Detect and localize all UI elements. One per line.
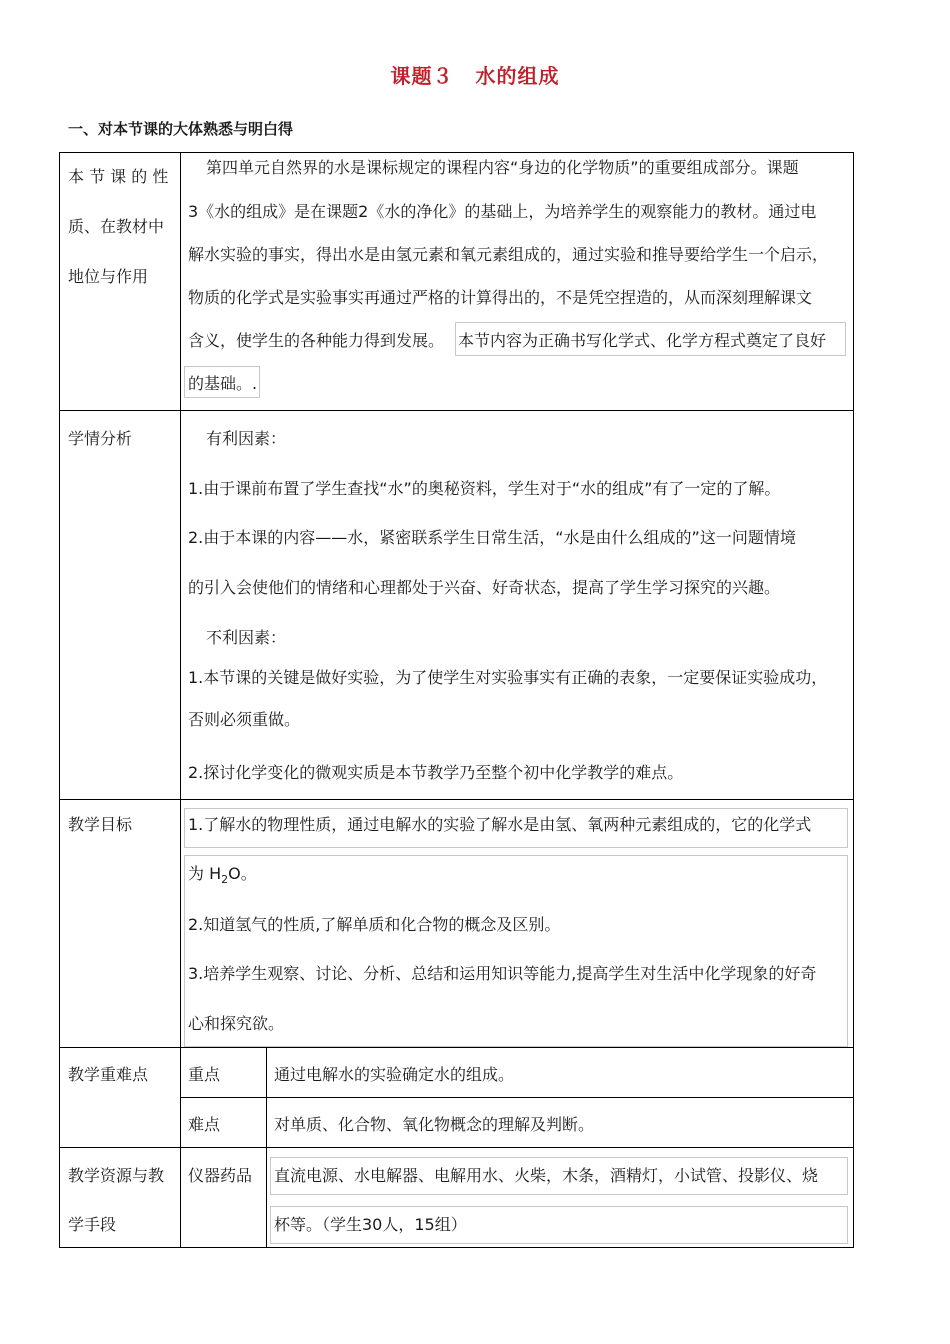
resources-text: 杯等。（学生30人，15组） (274, 1215, 467, 1234)
page-title (0, 60, 950, 89)
unfavorable-item: 1.本节课的关键是做好实验，为了使学生对实验事实有正确的表象，一定要保证实验成功， (188, 668, 828, 687)
favorable-title: 有利因素： (206, 429, 287, 448)
unfavorable-title: 不利因素： (206, 628, 287, 647)
difficult-point-text: 对单质、化合物、氧化物概念的理解及判断。 (274, 1115, 595, 1134)
objective-item: 1.了解水的物理性质，通过电解水的实验了解水是由氢、氧两种元素组成的，它的化学式 (188, 815, 812, 834)
favorable-item: 2.由于本课的内容——水，紧密联系学生日常生活，“水是由什么组成的”这一问题情境 (188, 528, 796, 547)
formula-prefix: 为 H (188, 864, 222, 883)
row-label-resources: 学手段 (68, 1215, 117, 1234)
unfavorable-item: 否则必须重做。 (188, 710, 301, 729)
nature-highlight: 的基础。. (188, 374, 258, 393)
nature-line: 解水实验的事实，得出水是由氢元素和氧元素组成的，通过实验和推导要给学生一个启示， (188, 245, 829, 264)
nature-line: 含义，使学生的各种能力得到发展。 (188, 331, 445, 350)
objective-item: 心和探究欲。 (188, 1014, 285, 1033)
row-label-objectives: 教学目标 (68, 815, 133, 834)
difficult-point-label: 难点 (188, 1115, 221, 1134)
label-line: 质、在教材中 (68, 217, 165, 236)
nature-line: 物质的化学式是实验事实再通过严格的计算得出的，不是凭空捏造的，从而深刻理解课文 (188, 288, 813, 307)
unfavorable-item: 2.探讨化学变化的微观实质是本节教学乃至整个初中化学教学的难点。 (188, 763, 684, 782)
objective-item (188, 861, 257, 886)
favorable-item: 1.由于课前布置了学生查找“水”的奥秘资料，学生对于“水的组成”有了一定的了解。 (188, 479, 781, 498)
row-label-resources: 教学资源与教 (68, 1166, 165, 1185)
row-label-nature (68, 152, 176, 302)
favorable-item: 的引入会使他们的情绪和心理都处于兴奋、好奇状态，提高了学生学习探究的兴趣。 (188, 578, 781, 597)
row-label-analysis: 学情分析 (68, 429, 133, 448)
resources-sub-label: 仪器药品 (188, 1166, 253, 1185)
nature-line: 第四单元自然界的水是课标规定的课程内容“身边的化学物质”的重要组成部分。课题 (206, 158, 799, 177)
formula-suffix: O。 (228, 864, 257, 883)
resources-text: 直流电源、水电解器、电解用水、火柴，木条，酒精灯，小试管、投影仪、烧 (274, 1166, 819, 1185)
label-line: 地位与作用 (68, 267, 149, 286)
section-heading: 一、对本节课的大体熟悉与明白得 (68, 120, 294, 138)
row-label-key-points: 教学重难点 (68, 1065, 149, 1084)
title-number: 课题３ (390, 64, 454, 88)
objective-item: 3.培养学生观察、讨论、分析、总结和运用知识等能力,提高学生对生活中化学现象的好奇 (188, 964, 817, 983)
formula-subscript: 2 (221, 873, 229, 887)
nature-highlight: 本节内容为正确书写化学式、化学方程式奠定了良好 (458, 331, 827, 350)
key-point-text: 通过电解水的实验确定水的组成。 (274, 1065, 515, 1084)
key-point-label: 重点 (188, 1065, 221, 1084)
title-text: 水的组成 (475, 64, 560, 88)
nature-line: 3《水的组成》是在课题2《水的净化》的基础上，为培养学生的观察能力的教材。通过电 (188, 202, 817, 221)
objective-item: 2.知道氢气的性质,了解单质和化合物的概念及区别。 (188, 915, 561, 934)
label-line: 本 节 课 的 性 (68, 167, 169, 186)
